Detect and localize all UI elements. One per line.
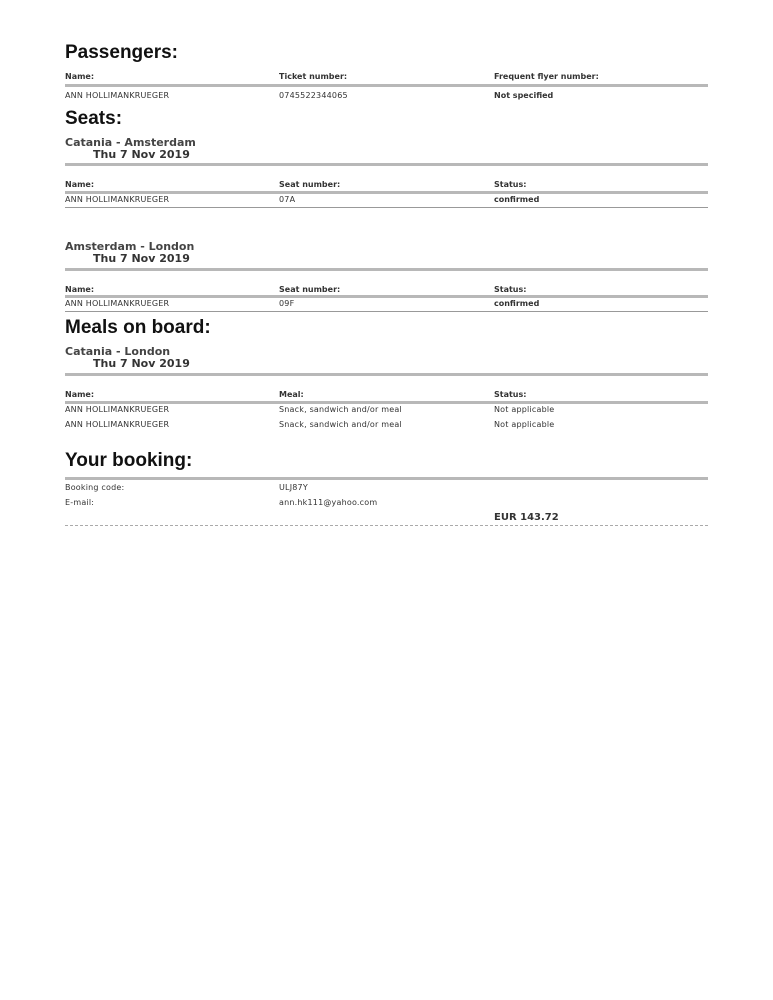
seats-heading: Seats: bbox=[65, 108, 123, 129]
divider bbox=[65, 295, 708, 298]
segment-date: Thu 7 Nov 2019 bbox=[93, 252, 190, 265]
divider bbox=[65, 84, 708, 87]
seats-col-name: Name: bbox=[65, 285, 95, 294]
seats-col-status: Status: bbox=[494, 285, 527, 294]
divider bbox=[65, 163, 708, 166]
booking-heading: Your booking: bbox=[65, 450, 193, 471]
seat-status: confirmed bbox=[494, 195, 540, 204]
divider bbox=[65, 191, 708, 194]
divider bbox=[65, 207, 708, 208]
seat-number: 09F bbox=[279, 299, 295, 308]
seat-passenger-name: ANN HOLLIMANKRUEGER bbox=[65, 195, 170, 204]
email-label: E-mail: bbox=[65, 498, 95, 507]
passenger-name: ANN HOLLIMANKRUEGER bbox=[65, 91, 170, 100]
passengers-col-ffn: Frequent flyer number: bbox=[494, 72, 599, 81]
meals-col-meal: Meal: bbox=[279, 390, 304, 399]
seat-number: 07A bbox=[279, 195, 296, 204]
meal-type: Snack, sandwich and/or meal bbox=[279, 420, 402, 429]
divider bbox=[65, 311, 708, 312]
meals-heading: Meals on board: bbox=[65, 317, 211, 338]
segment-route: Catania - Amsterdam bbox=[65, 136, 196, 149]
meals-route: Catania - London bbox=[65, 345, 171, 358]
seat-passenger-name: ANN HOLLIMANKRUEGER bbox=[65, 299, 170, 308]
divider bbox=[65, 525, 708, 526]
passengers-heading: Passengers: bbox=[65, 42, 179, 63]
meals-date: Thu 7 Nov 2019 bbox=[93, 357, 190, 370]
meal-passenger-name: ANN HOLLIMANKRUEGER bbox=[65, 405, 170, 414]
segment-route: Amsterdam - London bbox=[65, 240, 195, 253]
booking-code-label: Booking code: bbox=[65, 483, 125, 492]
passengers-col-ticket: Ticket number: bbox=[279, 72, 348, 81]
meal-status: Not applicable bbox=[494, 420, 555, 429]
booking-code-value: ULJ87Y bbox=[279, 483, 308, 492]
meals-col-name: Name: bbox=[65, 390, 95, 399]
seats-col-seat: Seat number: bbox=[279, 180, 341, 189]
divider bbox=[65, 401, 708, 404]
divider bbox=[65, 268, 708, 271]
seats-col-status: Status: bbox=[494, 180, 527, 189]
meal-passenger-name: ANN HOLLIMANKRUEGER bbox=[65, 420, 170, 429]
email-value: ann.hk111@yahoo.com bbox=[279, 498, 378, 507]
passengers-col-name: Name: bbox=[65, 72, 95, 81]
booking-total: EUR 143.72 bbox=[494, 512, 559, 523]
divider bbox=[65, 477, 708, 480]
frequent-flyer-number: Not specified bbox=[494, 91, 554, 100]
seats-col-seat: Seat number: bbox=[279, 285, 341, 294]
seats-col-name: Name: bbox=[65, 180, 95, 189]
ticket-number: 0745522344065 bbox=[279, 91, 348, 100]
segment-date: Thu 7 Nov 2019 bbox=[93, 148, 190, 161]
meal-status: Not applicable bbox=[494, 405, 555, 414]
divider bbox=[65, 373, 708, 376]
meal-type: Snack, sandwich and/or meal bbox=[279, 405, 402, 414]
meals-col-status: Status: bbox=[494, 390, 527, 399]
seat-status: confirmed bbox=[494, 299, 540, 308]
